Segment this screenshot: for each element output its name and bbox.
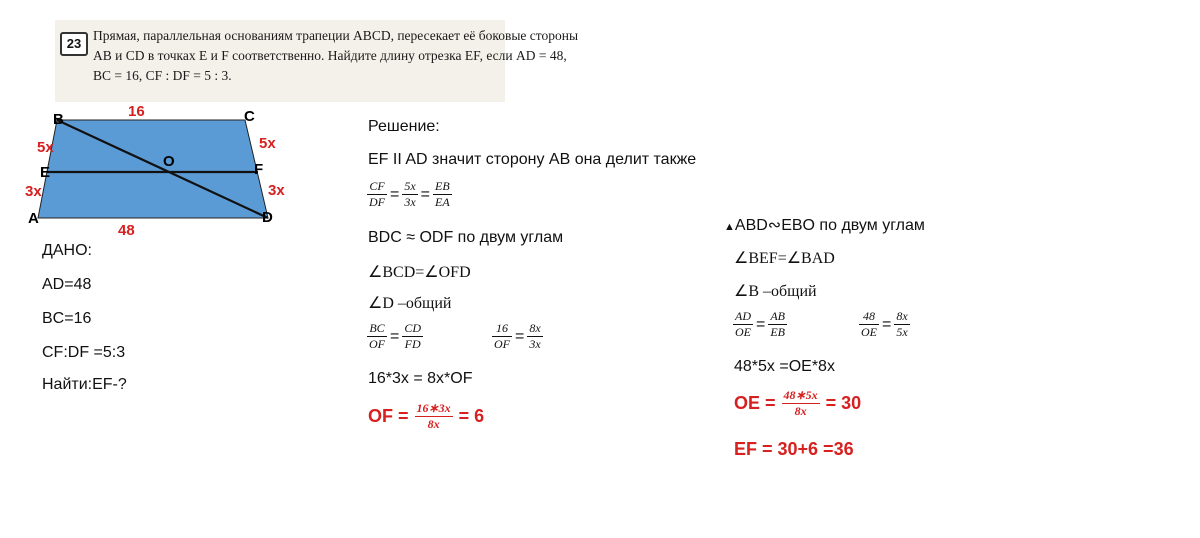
problem-line-1: Прямая, параллельная основаниям трапеции ABCD, пересекает её боковые стороны (93, 28, 579, 43)
solution-step-2: BDC ≈ ODF по двум углам (368, 229, 564, 246)
given-find: Найти:EF-? (42, 376, 127, 393)
given-ratio: CF:DF =5:3 (42, 344, 126, 361)
similarity-equation-2: $\frac{16}{OF}$ = $\frac{8x}{3x}$ (494, 321, 541, 351)
given-title: ДАНО: (42, 242, 92, 259)
given-bc: BC=16 (42, 310, 92, 327)
measure-cf: 5x (259, 135, 276, 152)
point-o-label: O (163, 153, 175, 170)
given-ad: AD=48 (42, 276, 92, 293)
vertex-c-label: C (244, 108, 255, 125)
vertex-d-label: D (262, 209, 273, 226)
point-e-label: E (40, 164, 51, 181)
solution-step-5: 16*3x = 8x*OF (368, 370, 473, 387)
trapezoid-diagram (0, 95, 320, 245)
measure-ea: 3x (25, 183, 42, 200)
vertex-b-label: B (53, 111, 64, 128)
right-step-2: ∠BEF=∠BAD (734, 250, 835, 267)
point-f-label: F (254, 161, 264, 178)
triangle-icon: ▲ (724, 221, 735, 233)
problem-line-2: AB и CD в точках E и F соответственно. Найдите длину отрезка EF, если AD = 48, (93, 48, 567, 63)
problem-number: 23 (60, 32, 88, 56)
right-equation-1: $\frac{AD}{OE}$ = $\frac{AB}{EB}$ (735, 309, 786, 339)
measure-be: 5x (37, 139, 54, 156)
right-step-3: ∠B –общий (734, 283, 817, 300)
problem-line-3: BC = 16, CF : DF = 5 : 3. (93, 68, 232, 83)
vertex-a-label: A (28, 210, 39, 227)
measure-fd: 3x (268, 182, 285, 199)
ef-result: EF = 30+6 =36 (734, 439, 854, 459)
right-step-1: ▲ABD∾EBO по двум углам (724, 217, 925, 234)
measure-bc: 16 (128, 103, 145, 120)
oe-result: OE = $\frac{48∗5x}{8x}$ = 30 (734, 388, 862, 418)
trapezoid-shape (38, 120, 268, 218)
measure-ad: 48 (118, 222, 135, 239)
of-result: OF = $\frac{16∗3x}{8x}$ = 6 (368, 401, 485, 431)
similarity-equation-1: $\frac{BC}{OF}$ = $\frac{CD}{FD}$ (369, 321, 422, 351)
right-step-4: 48*5x =OE*8x (734, 358, 835, 375)
solution-title: Решение: (368, 118, 440, 135)
ratio-equation: $\frac{CF}{DF}$ = $\frac{5x}{3x}$ = $\frac{EB}{EA}$ (369, 179, 450, 209)
problem-statement (55, 20, 579, 102)
solution-step-3: ∠BCD=∠OFD (368, 264, 471, 281)
solution-step-1: EF II AD значит сторону AB она делит также (368, 151, 697, 168)
solution-step-4: ∠D –общий (368, 295, 452, 312)
right-equation-2: $\frac{48}{OE}$ = $\frac{8x}{5x}$ (861, 309, 908, 339)
